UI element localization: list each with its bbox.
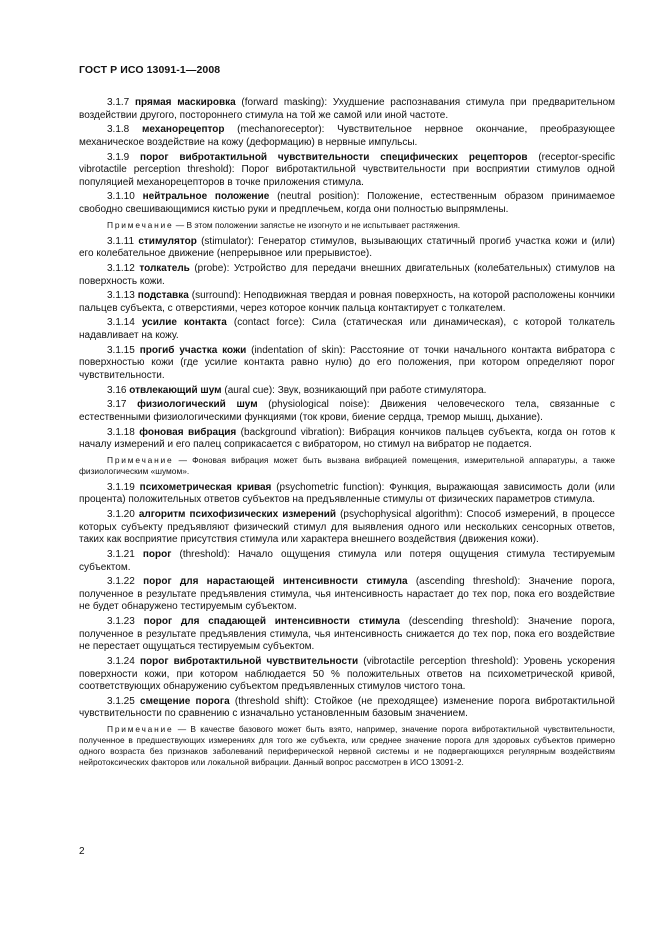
entry-definition: (descending threshold): Значение порога, полученное в результате предъявления стимула, чья интенсивность снижается до тех пор, пока его воздействие не перестает ощущаться тестируемым субъектом. <box>79 616 615 653</box>
entry-number: 3.17 <box>107 399 127 411</box>
entry-definition: (receptor-specific vibrotactile perception threshold): Порог вибротактильной чувствительности при восприятии стимулов одной популяцией механорецепторов в точке приложения стимула. <box>79 151 616 188</box>
term-entry <box>79 317 615 342</box>
note <box>79 455 615 477</box>
note-text: В качестве базового может быть взято, например, значение порога вибротактильной чувствительности, полученное в предшествующих измерениях для того же субъекта, или среднее значение порога для здоровых субъектов примерно одного возраста без признаков заболеваний периферической нервной системы и не подвергающихся регулярным воздействиям нейротоксических факторов или локальной вибрации. Данный вопрос рассмотрен в ИСО 13091-2. <box>79 724 615 768</box>
term-entry <box>79 509 615 547</box>
entry-definition: (aural cue): Звук, возникающий при работе стимулятора. <box>221 384 487 396</box>
entry-number: 3.1.18 <box>107 426 135 438</box>
note-text: В этом положении запястье не изогнуто и не испытывает растяжения. <box>186 219 461 230</box>
document-body <box>79 97 615 773</box>
entry-definition: (threshold shift): Стойкое (не преходящее) изменение порога вибротактильной чувствительности по сравнению с изначально установленным базовым значением. <box>79 695 616 720</box>
document-header: ГОСТ Р ИСО 13091-1—2008 <box>79 64 221 76</box>
entry-term: порог вибротактильной чувствительности специфических рецепторов <box>140 151 528 163</box>
entry-term: психометрическая кривая <box>139 481 272 493</box>
entry-definition: (psychophysical algorithm): Способ измерений, в процессе которых субъекту предъявляют физический стимул для выявления одного или нескольких сенсорных ответов, таких как восприятие присутствия стимула или характера внешнего воздействия (движения кожи). <box>79 509 615 546</box>
note-dash: — <box>173 454 193 465</box>
entry-term: порог <box>142 548 172 560</box>
entry-definition: (stimulator): Генератор стимулов, вызывающих статичный прогиб участка кожи и (или) его колебательное движение (непрерывное или прерывистое). <box>79 235 616 260</box>
entry-number: 3.1.9 <box>107 151 130 163</box>
note-text: Фоновая вибрация может быть вызвана вибрацией помещения, измерительной аппаратуры, а также физиологическим «шумом». <box>79 454 615 476</box>
note-label: Примечание <box>107 219 174 230</box>
entry-number: 3.1.20 <box>107 509 135 521</box>
term-entry <box>79 97 615 122</box>
term-entry <box>79 549 615 574</box>
term-entry <box>79 290 615 315</box>
entry-number: 3.1.8 <box>107 124 130 136</box>
entry-definition: (ascending threshold): Значение порога, полученное в результате предъявления стимула, чья интенсивность нарастает до тех пор, пока его воздействие не будет обнаружено тестируемым субъектом. <box>79 576 615 613</box>
term-entry <box>79 236 615 261</box>
entry-number: 3.1.10 <box>107 191 135 203</box>
entry-term: усилие контакта <box>141 317 227 329</box>
term-entry <box>79 656 615 694</box>
entry-number: 3.1.12 <box>107 262 135 274</box>
entry-definition: (psychometric function): Функция, выражающая зависимость доли (или процента) положительных ответов субъектов на предъявленные стимулы от физических параметров стимула. <box>79 481 615 506</box>
term-entry <box>79 696 615 721</box>
term-entry <box>79 399 615 424</box>
entry-term: прямая маскировка <box>134 97 236 108</box>
term-entry <box>79 385 615 398</box>
entry-term: порог для нарастающей интенсивности стимула <box>143 576 408 588</box>
note <box>79 724 615 768</box>
entry-definition: (background vibration): Вибрация кончиков пальцев субъекта, когда он готов к началу измерений и его палец соприкасается с вибратором, но стимул на вибратор не подается. <box>79 426 615 451</box>
entry-number: 3.1.7 <box>107 97 130 108</box>
term-entry <box>79 576 615 614</box>
note-label: Примечание <box>107 724 174 735</box>
term-entry <box>79 616 615 654</box>
entry-definition: (surround): Неподвижная твердая и ровная поверхность, на которой расположены кончики пальцев субъекта, с отверстиями, через которое кончик пальца контактирует с толкателем. <box>79 290 615 314</box>
note <box>79 220 615 231</box>
entry-definition: (mechanoreceptor): Чувствительное нервное окончание, преобразующее механическое воздействие на кожу (деформацию) в нервные импульсы. <box>79 124 616 148</box>
entry-term: порог для спадающей интенсивности стимула <box>143 616 400 628</box>
entry-definition: (physiological noise): Движения человеческого тела, связанные с естественными физиологическими функциями (ток крови, биение сердца, тремор мышц, дыхание). <box>79 399 616 423</box>
entry-number: 3.1.21 <box>107 548 135 560</box>
page-number: 2 <box>79 846 85 857</box>
entry-number: 3.16 <box>107 384 127 396</box>
term-entry <box>79 482 615 507</box>
term-entry <box>79 152 615 190</box>
entry-definition: (contact force): Сила (статическая или динамическая), с которой толкатель надавливает на кожу. <box>79 317 616 342</box>
term-entry <box>79 191 615 216</box>
entry-number: 3.1.24 <box>107 655 135 667</box>
note-dash: — <box>173 219 187 230</box>
entry-term: прогиб участка кожи <box>139 344 247 356</box>
entry-term: алгоритм психофизических измерений <box>138 509 337 521</box>
entry-term: физиологический шум <box>137 399 258 411</box>
note-label: Примечание <box>107 454 174 465</box>
entry-number: 3.1.14 <box>107 317 135 329</box>
entry-number: 3.1.15 <box>107 344 135 356</box>
entry-term: толкатель <box>139 262 190 274</box>
entry-term: отвлекающий шум <box>129 384 222 396</box>
entry-term: фоновая вибрация <box>139 426 237 438</box>
entry-term: порог вибротактильной чувствительности <box>139 655 359 667</box>
entry-term: смещение порога <box>140 695 230 707</box>
entry-definition: (indentation of skin): Расстояние от точки начального контакта вибратора с поверхностью кожи (где усилие контакта равно нулю) до его положения, при котором определяют порог чувствительности. <box>79 344 616 381</box>
term-entry <box>79 345 615 383</box>
entry-definition: (forward masking): Ухудшение распознавания стимула при предварительном воздействии другого, постороннего стимула на той же самой или иной частоте. <box>79 97 616 121</box>
term-entry <box>79 124 615 149</box>
entry-number: 3.1.11 <box>107 235 135 247</box>
entry-definition: (vibrotactile perception threshold): Уровень ускорения поверхности кожи, при котором наблюдается 50 % положительных ответов на психометрической кривой, соответствующих обнаружению субъектом предъявленных стимулов чистого тона. <box>79 655 615 693</box>
entry-number: 3.1.19 <box>107 481 135 493</box>
note-dash: — <box>173 724 191 735</box>
entry-term: стимулятор <box>138 235 197 247</box>
entry-term: подставка <box>137 290 189 302</box>
entry-term: нейтральное положение <box>142 191 270 203</box>
term-entry <box>79 427 615 452</box>
entry-term: механорецептор <box>141 124 225 136</box>
entry-number: 3.1.22 <box>107 576 135 588</box>
term-entry <box>79 263 615 288</box>
entry-definition: (threshold): Начало ощущения стимула или потеря ощущения стимула тестируемым субъектом. <box>79 548 615 573</box>
entry-definition: (neutral position): Положение, естественным образом принимаемое свободно свешивающимися кистью руки и предплечьем, когда они полностью выпрямлены. <box>79 191 616 216</box>
entry-number: 3.1.23 <box>107 616 135 628</box>
entry-definition: (probe): Устройство для передачи внешних двигательных (колебательных) стимулов на поверхность кожи. <box>79 262 615 287</box>
entry-number: 3.1.25 <box>107 695 135 707</box>
entry-number: 3.1.13 <box>107 290 135 302</box>
